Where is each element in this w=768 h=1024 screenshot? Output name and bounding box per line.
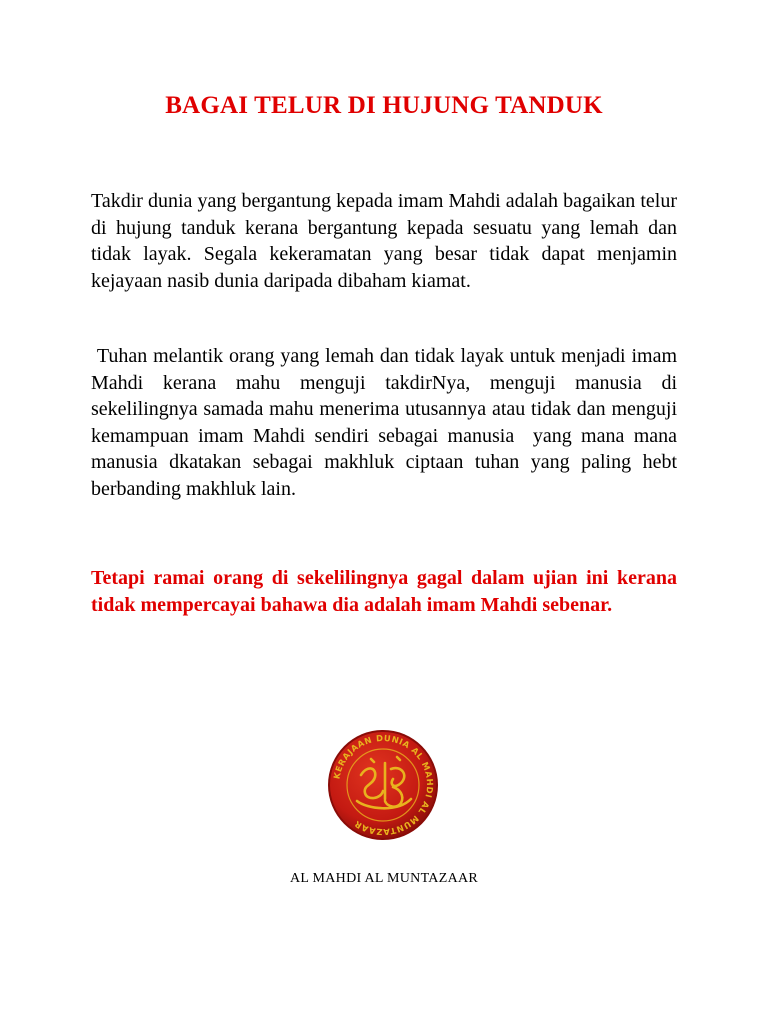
logo-caption: AL MAHDI AL MUNTAZAAR [289, 871, 479, 886]
highlighted-paragraph: Tetapi ramai orang di sekelilingnya gagal dalam ujian ini kerana tidak mempercayai bahawa dia adalah imam Mahdi sebenar. [91, 567, 677, 616]
seal-ring-text: KERAJAAN DUNIA AL MAHDI AL MUNTAZAAR [331, 732, 436, 838]
paragraph-2: Tuhan melantik orang yang lemah dan tidak layak untuk menjadi imam Mahdi kerana mahu menguji takdirNya, menguji manusia di sekelilingnya samada mahu menerima utusannya atau tidak dan menguji kemampuan imam Mahdi sendiri sebagai manusia yang mana mana manusia dkatakan sebagai makhluk ciptaan tuhan yang paling hebt berbanding makhluk lain. [91, 345, 677, 500]
emblem-seal-icon [327, 729, 439, 841]
paragraph-1: Takdir dunia yang bergantung kepada imam Mahdi adalah bagaikan telur di hujung tanduk kerana bergantung kepada sesuatu yang lemah dan tidak layak. Segala kekeramatan yang besar tidak dapat menjamin kejayaan nasib dunia daripada dibaham kiamat. [91, 190, 677, 292]
document-title: BAGAI TELUR DI HUJUNG TANDUK [165, 92, 603, 119]
